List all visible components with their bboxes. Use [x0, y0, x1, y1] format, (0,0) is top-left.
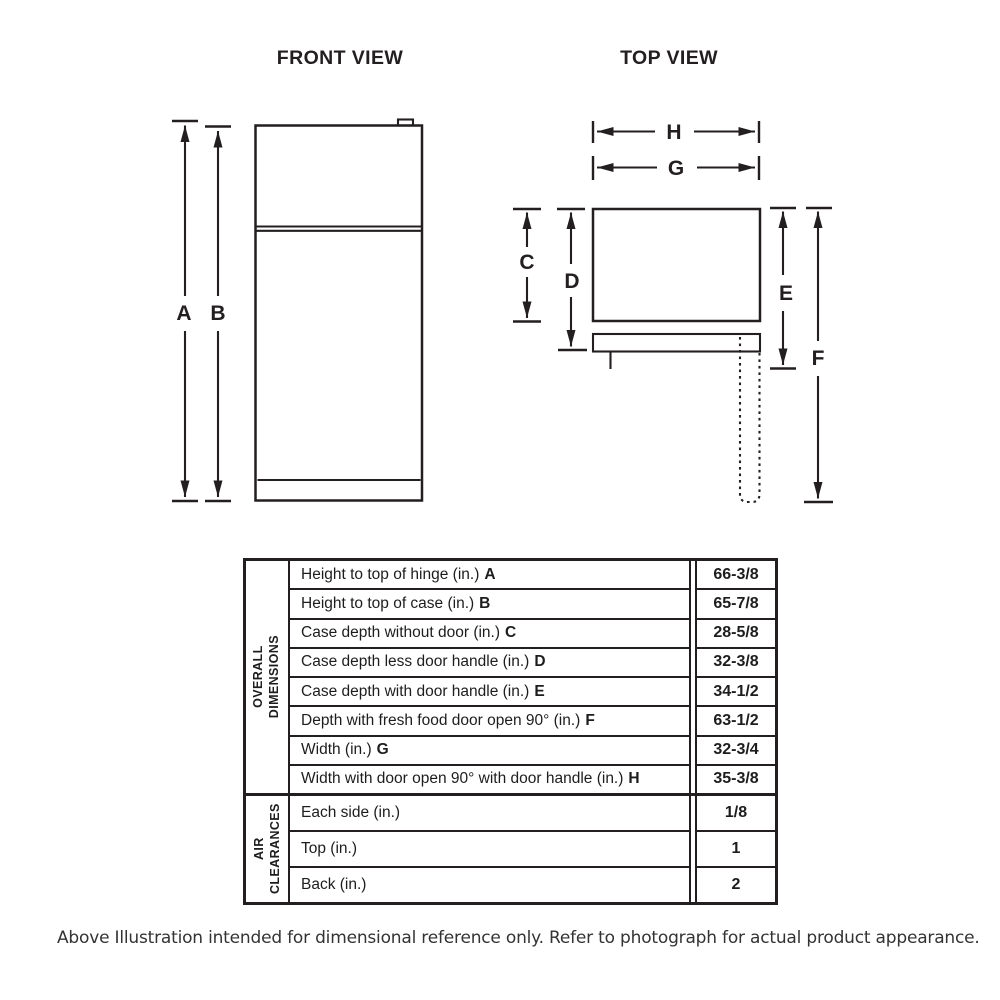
dim-c-label: C — [519, 251, 535, 274]
value-cell: 63-1/2 — [697, 707, 775, 736]
dim-f-label: F — [811, 347, 825, 370]
value-cell: 34-1/2 — [697, 678, 775, 707]
row-letter: A — [484, 565, 496, 583]
value-cell: 65-7/8 — [697, 590, 775, 619]
table-row — [290, 678, 689, 707]
open-door-dashed-outline — [740, 337, 760, 502]
top-view-title: TOP VIEW — [620, 47, 718, 69]
door-outline — [593, 334, 760, 352]
row-letter: B — [479, 594, 491, 612]
table-row — [290, 737, 689, 766]
dim-a — [172, 121, 198, 501]
dim-b-label: B — [210, 302, 226, 325]
air-clearances-section — [246, 796, 775, 902]
overall-dimensions-header — [246, 561, 290, 793]
value-cell: 35-3/8 — [713, 770, 759, 788]
dim-d-label: D — [564, 270, 580, 293]
overall-dimensions-section — [246, 561, 775, 796]
hinge-detail — [398, 120, 413, 126]
air-values — [695, 796, 775, 902]
air-header-line1: AIR — [251, 837, 266, 861]
row-label: Width (in.) — [301, 741, 372, 759]
front-view-drawing — [172, 120, 422, 502]
row-letter: F — [585, 711, 595, 729]
dim-g-label: G — [667, 157, 685, 180]
row-label: Depth with fresh food door open 90° (in.) — [301, 711, 581, 729]
dim-e-label: E — [778, 282, 794, 305]
row-label: Case depth without door (in.) — [301, 624, 501, 642]
row-label: Case depth with door handle (in.) — [301, 682, 530, 700]
table-row — [290, 707, 689, 736]
table-row — [290, 796, 689, 832]
air-clearances-header — [246, 796, 290, 902]
table-row — [290, 766, 689, 793]
row-letter: G — [376, 741, 389, 759]
air-header-line2: CLEARANCES — [267, 803, 281, 895]
value-cell: 66-3/8 — [697, 561, 775, 590]
case-outline — [593, 209, 760, 321]
dim-f — [804, 208, 833, 502]
value-cell: 28-5/8 — [697, 620, 775, 649]
row-label: Width with door open 90° with door handle (in.) — [301, 770, 624, 788]
table-row — [290, 561, 689, 590]
dim-b — [205, 127, 231, 502]
dim-a-label: A — [176, 302, 192, 325]
dim-e — [770, 208, 796, 369]
dim-c — [513, 209, 541, 322]
table-row — [290, 649, 689, 678]
value-cell: 2 — [731, 876, 741, 893]
row-label: Height to top of case (in.) — [301, 594, 475, 612]
overall-values — [695, 561, 775, 793]
fridge-outline — [256, 126, 423, 501]
air-rows — [290, 796, 691, 902]
dim-h-label: H — [666, 121, 682, 144]
value-cell: 1 — [697, 832, 775, 868]
dim-h — [593, 121, 759, 144]
value-cell: 32-3/4 — [697, 737, 775, 766]
top-view-drawing — [513, 121, 833, 502]
table-row — [290, 590, 689, 619]
row-label: Each side (in.) — [301, 804, 401, 821]
overall-rows — [290, 561, 691, 793]
value-cell: 32-3/8 — [697, 649, 775, 678]
front-view-title: FRONT VIEW — [276, 47, 404, 69]
footer-disclaimer: Above Illustration intended for dimensional reference only. Refer to photograph for actual product appearance. — [57, 928, 980, 948]
row-label: Top (in.) — [301, 840, 357, 857]
row-letter: E — [534, 682, 545, 700]
row-letter: C — [505, 624, 517, 642]
dim-d — [557, 209, 587, 350]
dim-g — [593, 156, 759, 180]
overall-header-line2: DIMENSIONS — [267, 635, 281, 719]
row-label: Height to top of hinge (in.) — [301, 565, 480, 583]
overall-header-line1: OVERALL — [251, 645, 266, 709]
spec-table — [243, 558, 778, 905]
value-cell: 1/8 — [697, 796, 775, 832]
table-row — [290, 620, 689, 649]
row-label: Back (in.) — [301, 876, 367, 893]
table-row — [290, 832, 689, 868]
row-label: Case depth less door handle (in.) — [301, 653, 530, 671]
table-row — [290, 868, 689, 902]
row-letter: H — [628, 770, 640, 788]
row-letter: D — [534, 653, 546, 671]
